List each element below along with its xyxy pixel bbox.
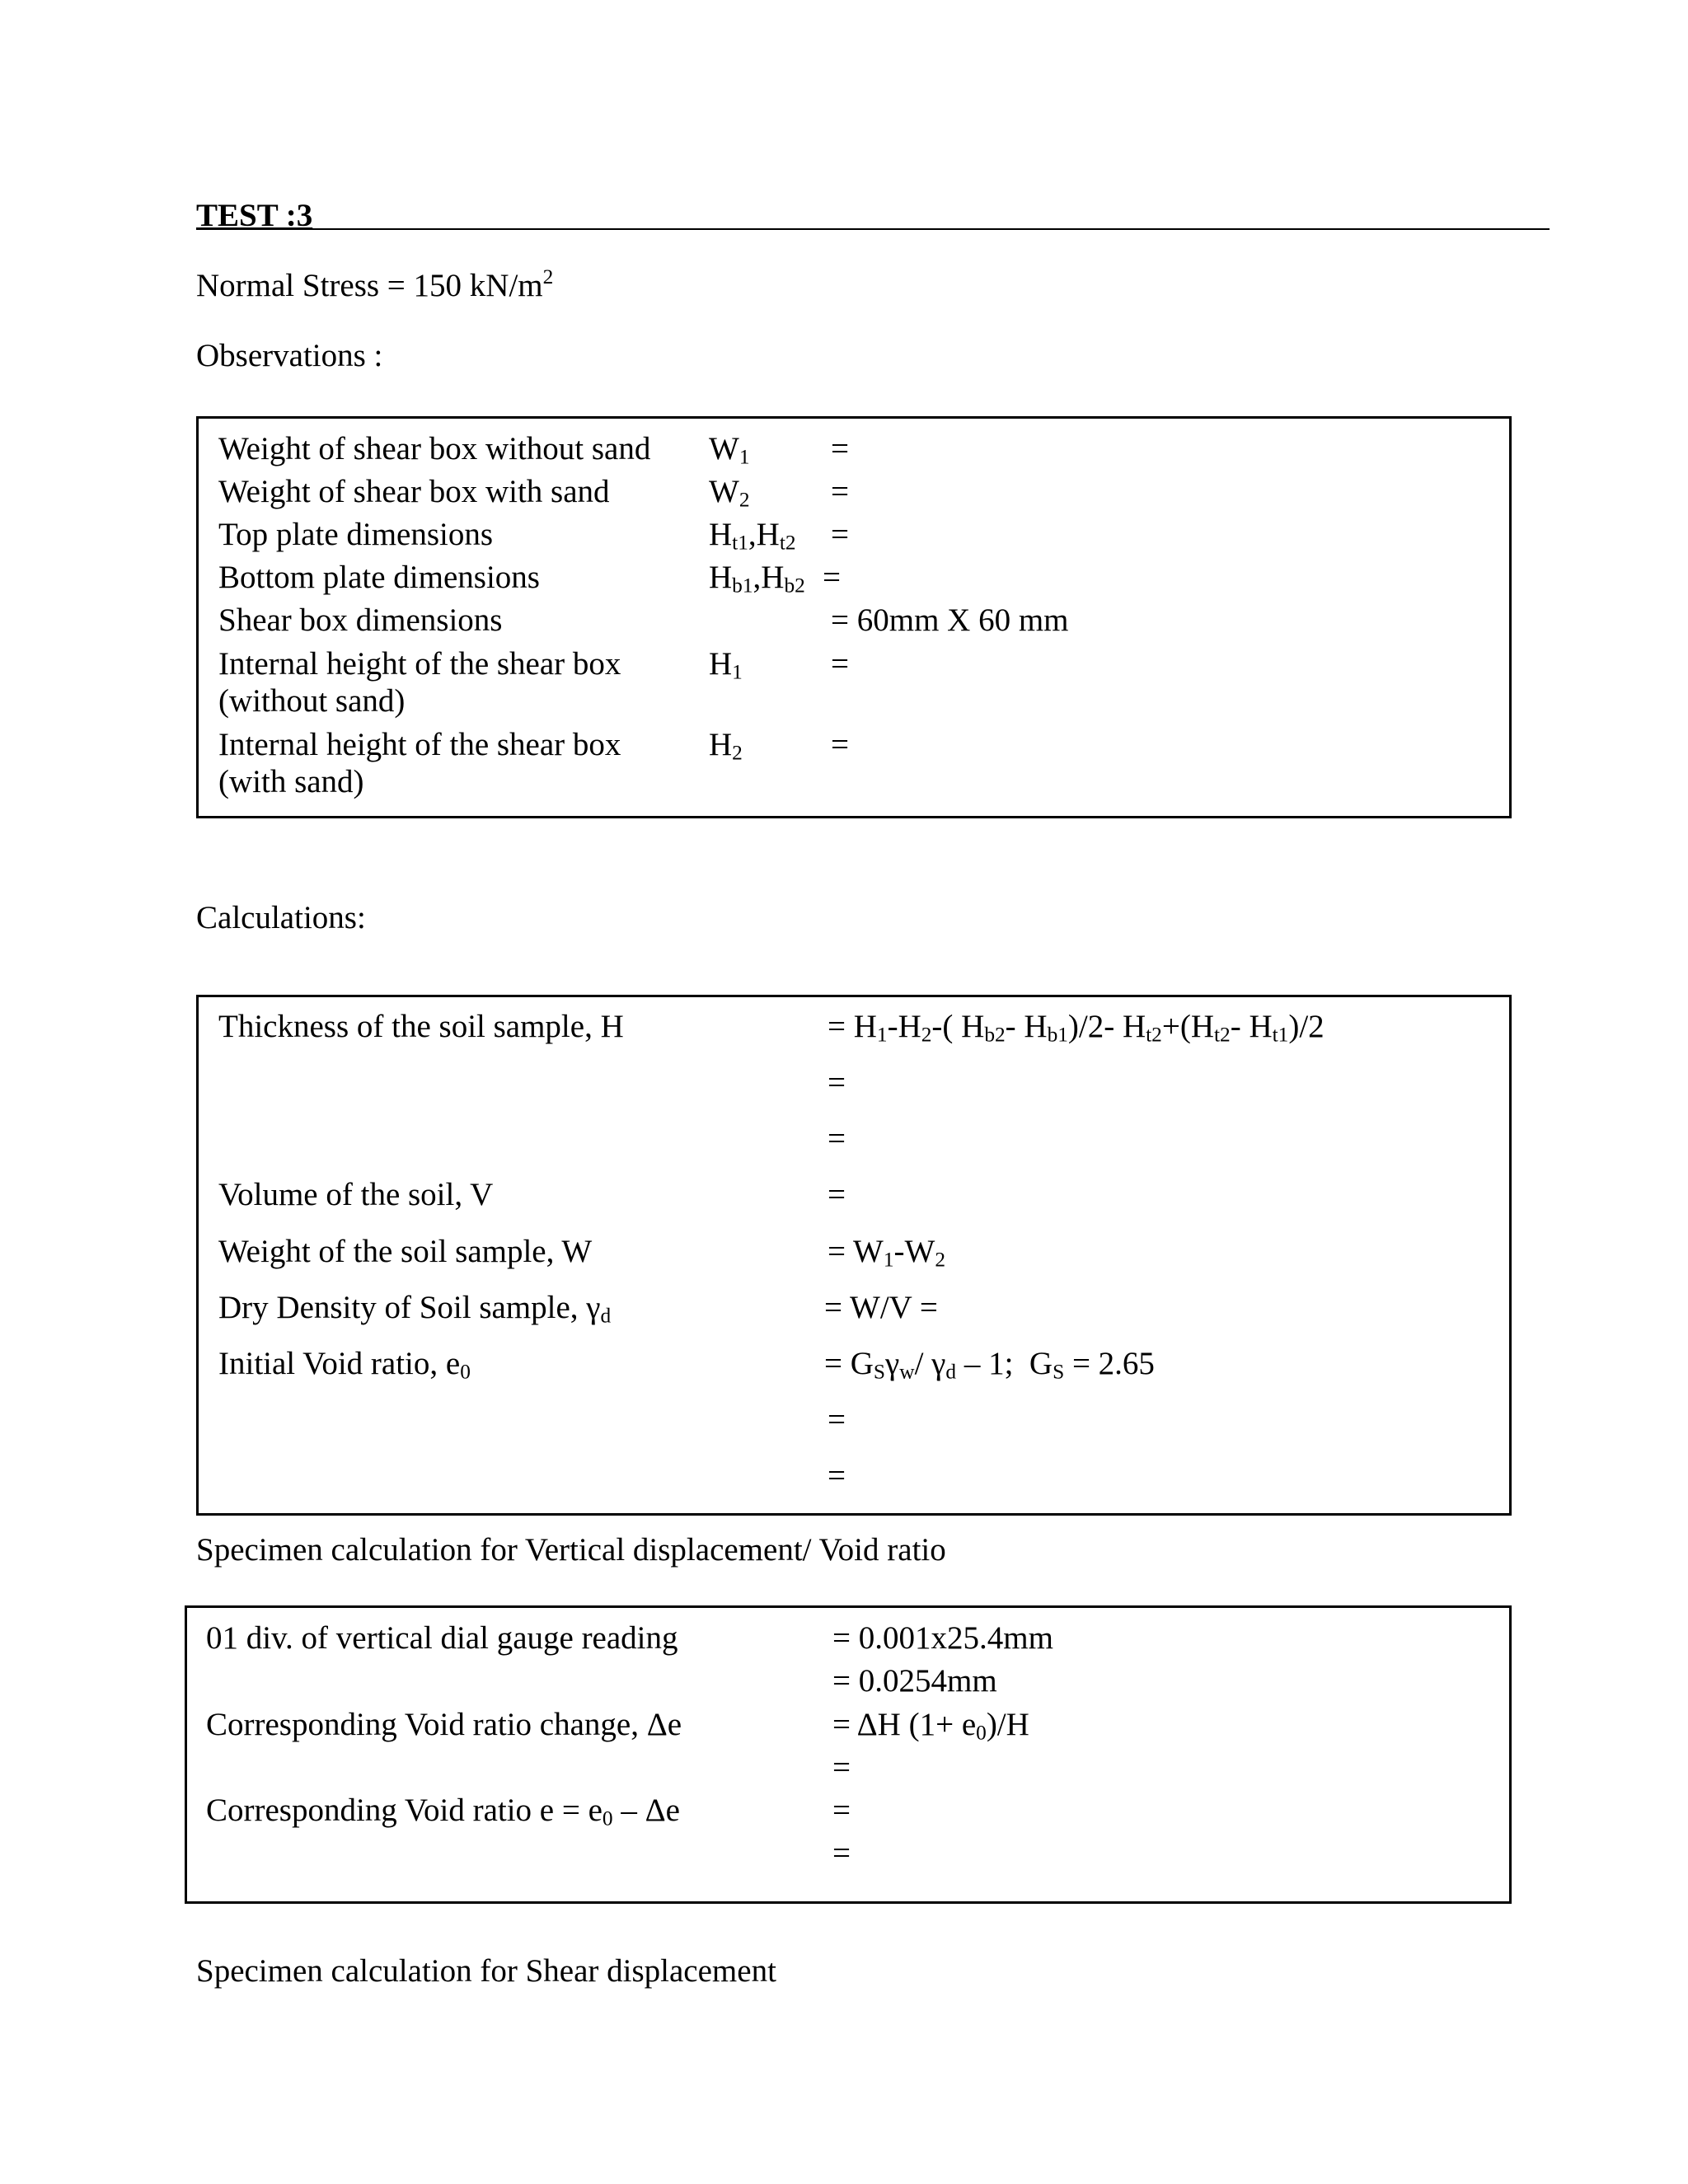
obs-eq-5: = 60mm X 60 mm xyxy=(831,602,1069,638)
normal-stress xyxy=(196,265,554,305)
dial-label: 01 div. of vertical dial gauge reading xyxy=(206,1620,678,1656)
density-label: Dry Density of Soil sample, $\gamma_d$ xyxy=(218,1290,612,1328)
thickness-label: Thickness of the soil sample, H xyxy=(218,1009,624,1044)
calculations-heading: Calculations: xyxy=(196,900,366,935)
obs-eq-4: = xyxy=(823,560,841,595)
void-label: Initial Void ratio, $e_0$ xyxy=(218,1346,471,1384)
thickness-formula: = $H_1-H_2-$( $H_{b2}-$ $H_{b1})/2-$ $H_{t2}+(H_{t2}-$ $H_{t1})/2$ xyxy=(828,1009,1325,1047)
obs-symbol-4: $H_{b1},H_{b2}$ xyxy=(709,560,805,598)
normal-stress-text: Normal Stress = 150 kN/m xyxy=(196,268,543,303)
change-formula: = ΔH $(1+ e_0)/H$ xyxy=(832,1707,1029,1745)
density-formula: = W/V = xyxy=(824,1290,938,1325)
title-underline xyxy=(196,228,1550,230)
volume-label: Volume of the soil, V xyxy=(218,1177,494,1212)
weight-label: Weight of the soil sample, W xyxy=(218,1234,593,1269)
obs-symbol-7: $H_2$ xyxy=(709,727,743,765)
obs-symbol-3: $H_{t1},H_{t2}$ xyxy=(709,517,796,555)
observations-heading: Observations : xyxy=(196,338,383,373)
ratio-eq-1: = xyxy=(832,1793,851,1828)
normal-stress-exponent: 2 xyxy=(542,265,554,288)
obs-symbol-1: $W_1$ xyxy=(709,431,750,469)
obs-label-7a: Internal height of the shear box xyxy=(218,727,621,762)
thickness-eq-2: = xyxy=(828,1121,846,1156)
obs-label-2: Weight of shear box with sand xyxy=(218,474,610,509)
change-label: Corresponding Void ratio change, Δe xyxy=(206,1707,682,1742)
dial-formula-2: = 0.0254mm xyxy=(832,1663,997,1699)
specimen-vertical-heading: Specimen calculation for Vertical displacement/ Void ratio xyxy=(196,1532,946,1568)
thickness-eq-1: = xyxy=(828,1065,846,1100)
obs-eq-7: = xyxy=(831,727,849,762)
obs-label-5: Shear box dimensions xyxy=(218,602,503,638)
obs-label-4: Bottom plate dimensions xyxy=(218,560,540,595)
obs-label-1: Weight of shear box without sand xyxy=(218,431,651,466)
obs-symbol-2: $W_2$ xyxy=(709,474,750,512)
test-title: TEST :3 xyxy=(196,198,313,233)
weight-formula: = $W_1-W_2$ xyxy=(828,1234,946,1272)
obs-label-6b: (without sand) xyxy=(218,683,406,719)
change-eq: = xyxy=(832,1750,851,1785)
obs-label-7b: (with sand) xyxy=(218,764,364,799)
obs-label-6a: Internal height of the shear box xyxy=(218,646,621,682)
dial-formula-1: = 0.001x25.4mm xyxy=(832,1620,1053,1656)
specimen-shear-heading: Specimen calculation for Shear displacement xyxy=(196,1953,776,1989)
obs-label-3: Top plate dimensions xyxy=(218,517,494,552)
volume-eq: = xyxy=(828,1177,846,1212)
void-eq-2: = xyxy=(828,1458,846,1493)
obs-symbol-6: $H_1$ xyxy=(709,646,743,684)
obs-eq-2: = xyxy=(831,474,849,509)
void-eq-1: = xyxy=(828,1402,846,1437)
ratio-eq-2: = xyxy=(832,1835,851,1871)
ratio-label: Corresponding Void ratio $e = e_0 - \Delta e$ xyxy=(206,1793,680,1830)
void-formula: = $G_S\gamma_w/$ $\gamma_d - 1$; $G_S = 2.65$ xyxy=(824,1346,1155,1384)
obs-eq-6: = xyxy=(831,646,849,682)
obs-eq-3: = xyxy=(831,517,849,552)
obs-eq-1: = xyxy=(831,431,849,466)
